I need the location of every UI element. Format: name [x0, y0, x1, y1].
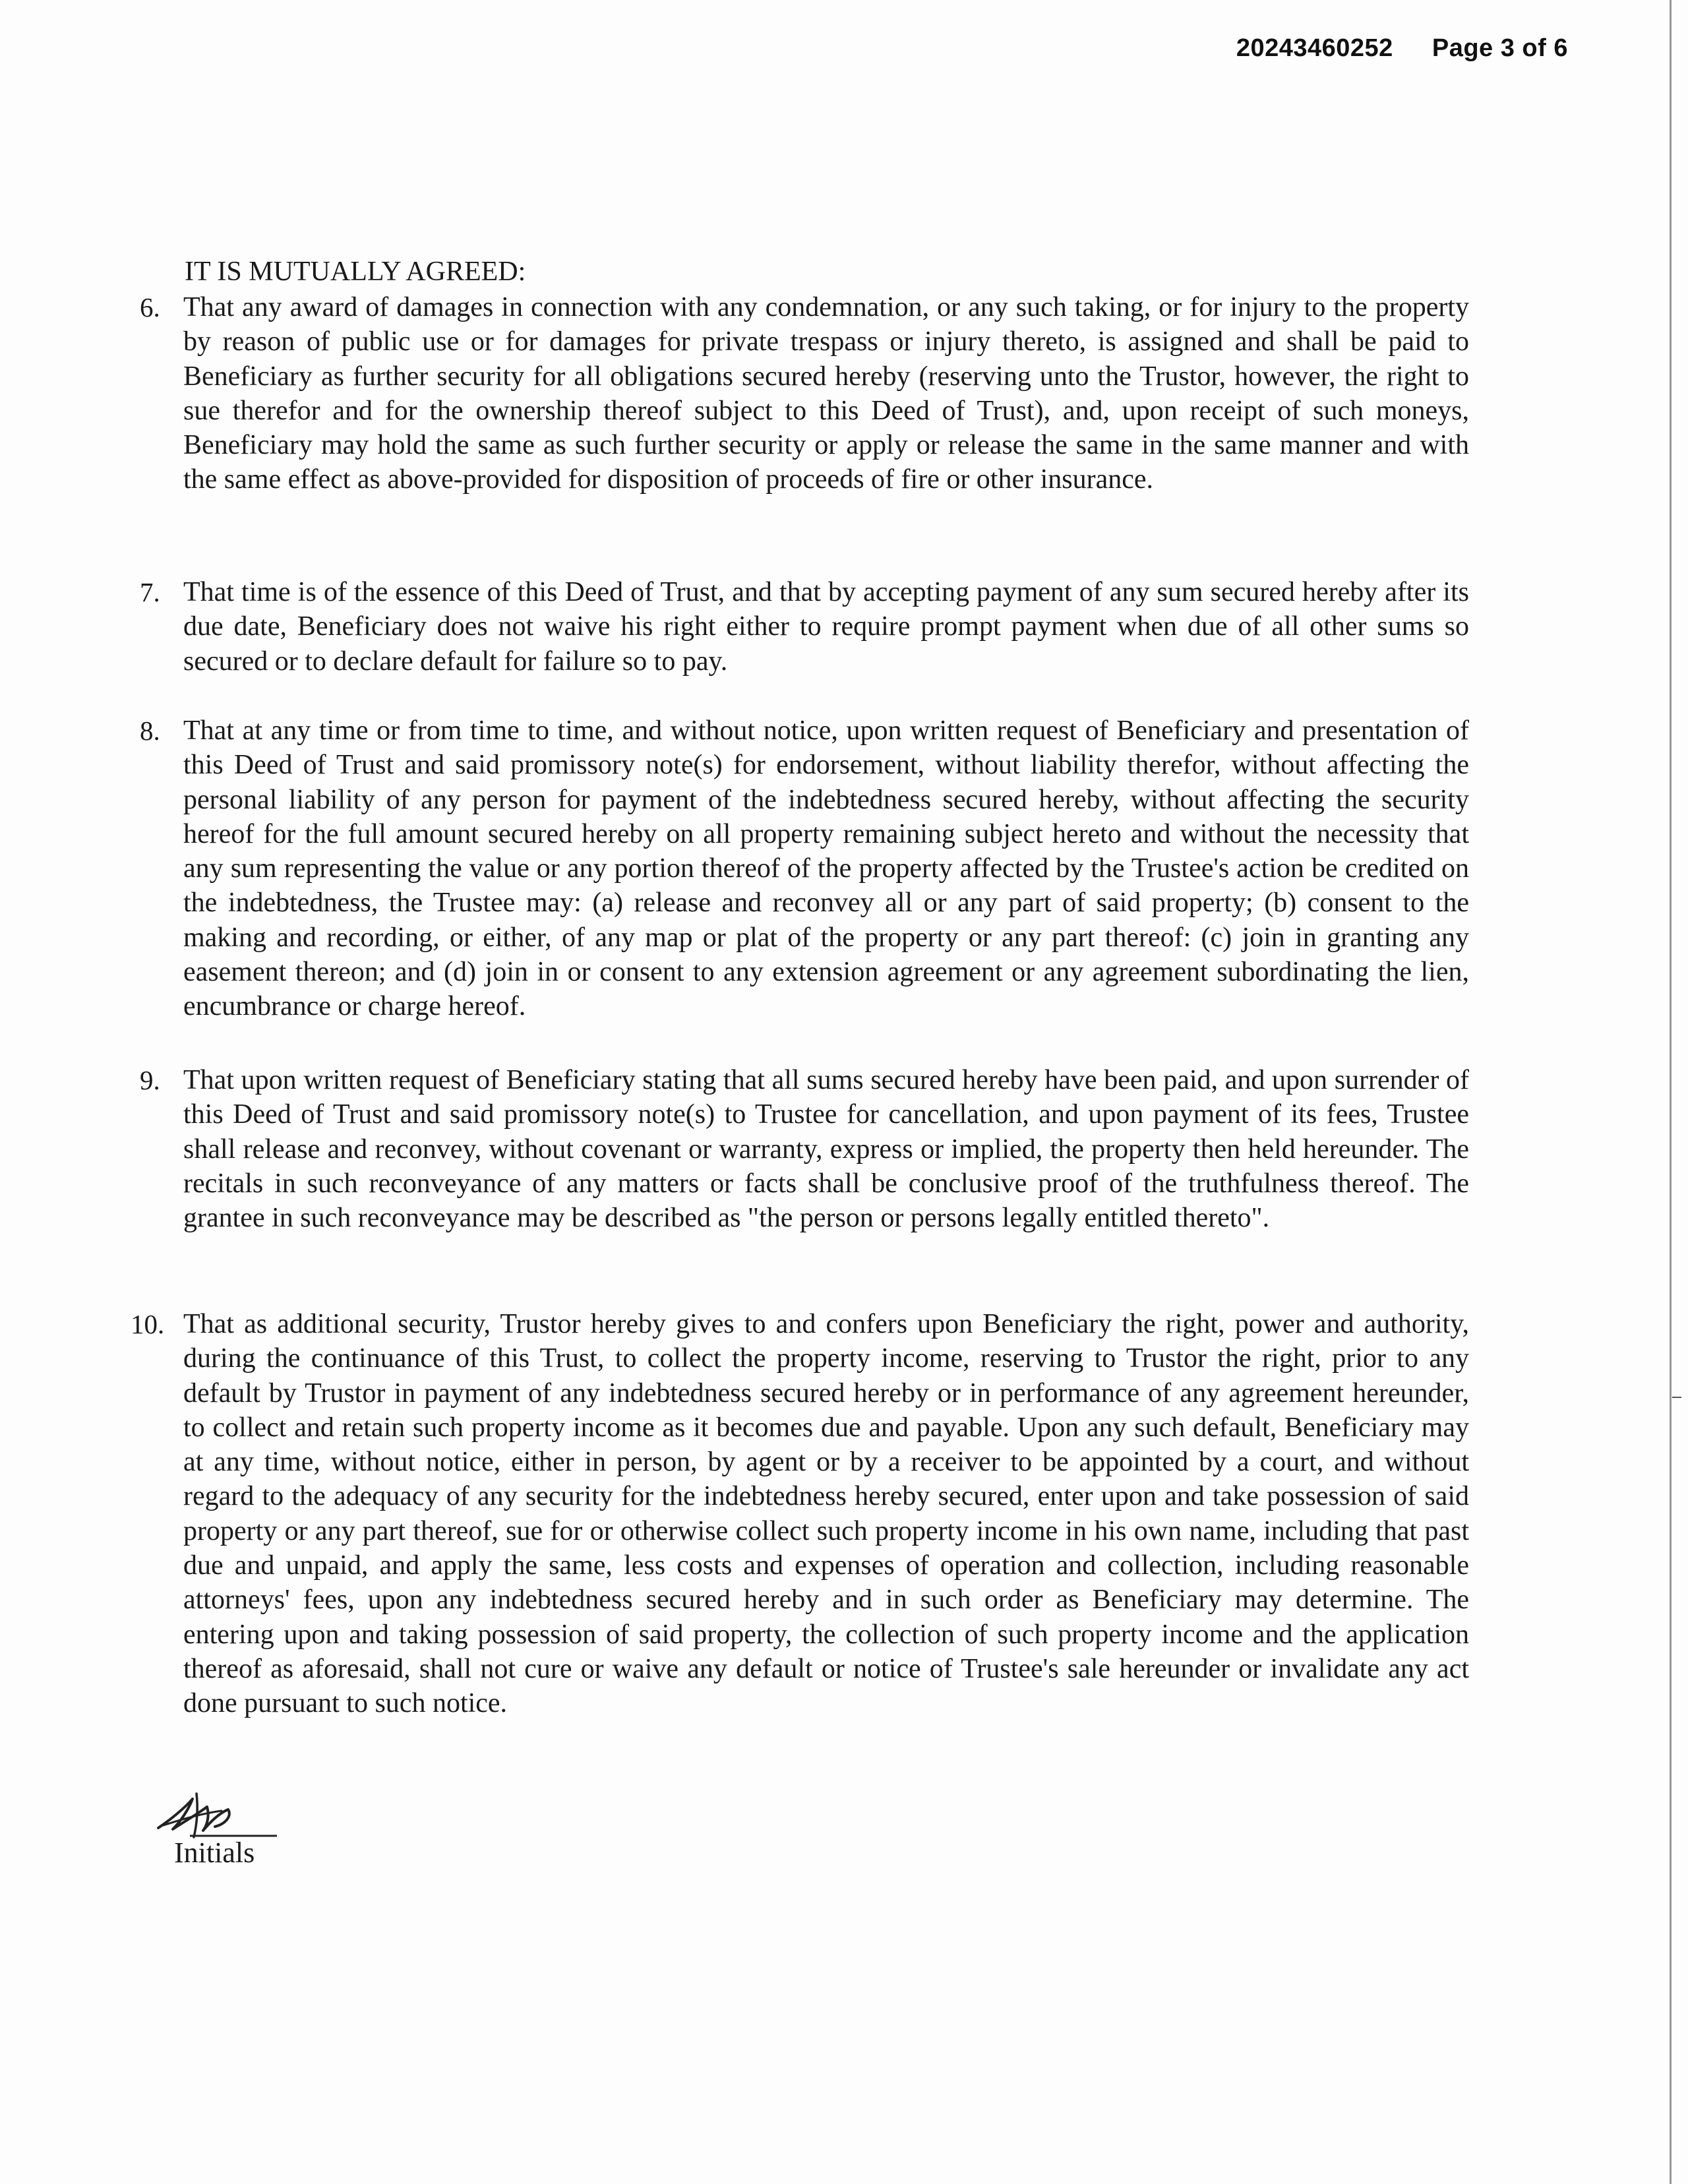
clause-8 — [140, 713, 1469, 1024]
page-header — [1236, 34, 1568, 63]
clause-number: 6. — [140, 292, 160, 322]
clause-10 — [131, 1307, 1469, 1721]
page-label: Page 3 of 6 — [1432, 34, 1568, 62]
clause-text: That time is of the essence of this Deed of Trust, and that by accepting payment of any sum secured hereby after its due date, Beneficiary does not waive his right either to require prompt payment when due of all other sums so secured or to declare default for failure so to pay. — [183, 577, 1469, 677]
clause-text: That any award of damages in connection with any condemnation, or any such taking, or for injury to the property by reason of public use or for damages for private trespass or injury thereto, is assigned and shall be paid to Beneficiary as further security for all obligations secured hereby (reserving unto the Trustor, however, the right to sue therefor and for the ownership thereof subject to this Deed of Trust), and, upon receipt of such moneys, Beneficiary may hold the same as such further security or apply or release the same in the same manner and with the same effect as above-provided for disposition of proceeds of fire or other insurance. — [183, 292, 1469, 495]
clause-text: That upon written request of Beneficiary stating that all sums secured hereby have been paid, and upon surrender of this Deed of Trust and said promissory note(s) to Trustee for cancellation, and upon payment of its fees, Trustee shall release and reconvey, without covenant or warranty, express or implied, the property then held hereunder. The recitals in such reconveyance of any matters or facts shall be conclusive proof of the truthfulness thereof. The grantee in such reconveyance may be described as "the person or persons legally entitled thereto". — [183, 1065, 1469, 1234]
initials-block — [150, 1787, 295, 1879]
initials-label: Initials — [174, 1836, 255, 1869]
clause-number: 9. — [140, 1065, 160, 1095]
clause-number: 8. — [140, 715, 160, 746]
clause-7 — [140, 575, 1469, 679]
document-number: 20243460252 — [1236, 34, 1393, 62]
clause-text: That at any time or from time to time, and without notice, upon written request of Beneficiary and presentation of this Deed of Trust and said promissory note(s) for endorsement, without liability therefor, without affecting the personal liability of any person for payment of the indebtedness secured hereby, without affecting the security hereof for the full amount secured hereby on all property remaining subject hereto and without the necessity that any sum representing the value or any portion thereof of the property affected by the Trustee's action be credited on the indebtedness, the Trustee may: (a) release and reconvey all or any part of said property; (b) consent to the making and recording, or either, of any map or plat of the property or any part thereof: (c) join in granting any easement thereon; and (d) join in or consent to any extension agreement or any agreement subordinating the lien, encumbrance or charge hereof. — [183, 715, 1469, 1022]
scan-edge-tick — [1672, 1397, 1681, 1398]
clause-number: 10. — [131, 1309, 165, 1339]
clause-text: That as additional security, Trustor hereby gives to and confers upon Beneficiary the right, power and authority, during the continuance of this Trust, to collect the property income, reserving to Trustor the right, prior to any default by Trustor in payment of any indebtedness secured hereby or in performance of any agreement hereunder, to collect and retain such property income as it becomes due and payable. Upon any such default, Beneficiary may at any time, without notice, either in person, by agent or by a receiver to be appointed by a court, and without regard to the adequacy of any security for the indebtedness hereby secured, enter upon and take possession of said property or any part thereof, sue for or otherwise collect such property income in his own name, including that past due and unpaid, and apply the same, less costs and expenses of operation and collection, including reasonable attorneys' fees, upon any indebtedness secured hereby and in such order as Beneficiary may determine. The entering upon and taking possession of said property, the collection of such property income and the application thereof as aforesaid, shall not cure or waive any default or notice of Trustee's sale hereunder or invalidate any act done pursuant to such notice. — [183, 1309, 1469, 1719]
scan-edge-line — [1670, 0, 1672, 2184]
clause-number: 7. — [140, 577, 160, 607]
clause-9 — [140, 1063, 1469, 1235]
clause-6 — [140, 290, 1469, 497]
section-intro: IT IS MUTUALLY AGREED: — [185, 257, 526, 287]
